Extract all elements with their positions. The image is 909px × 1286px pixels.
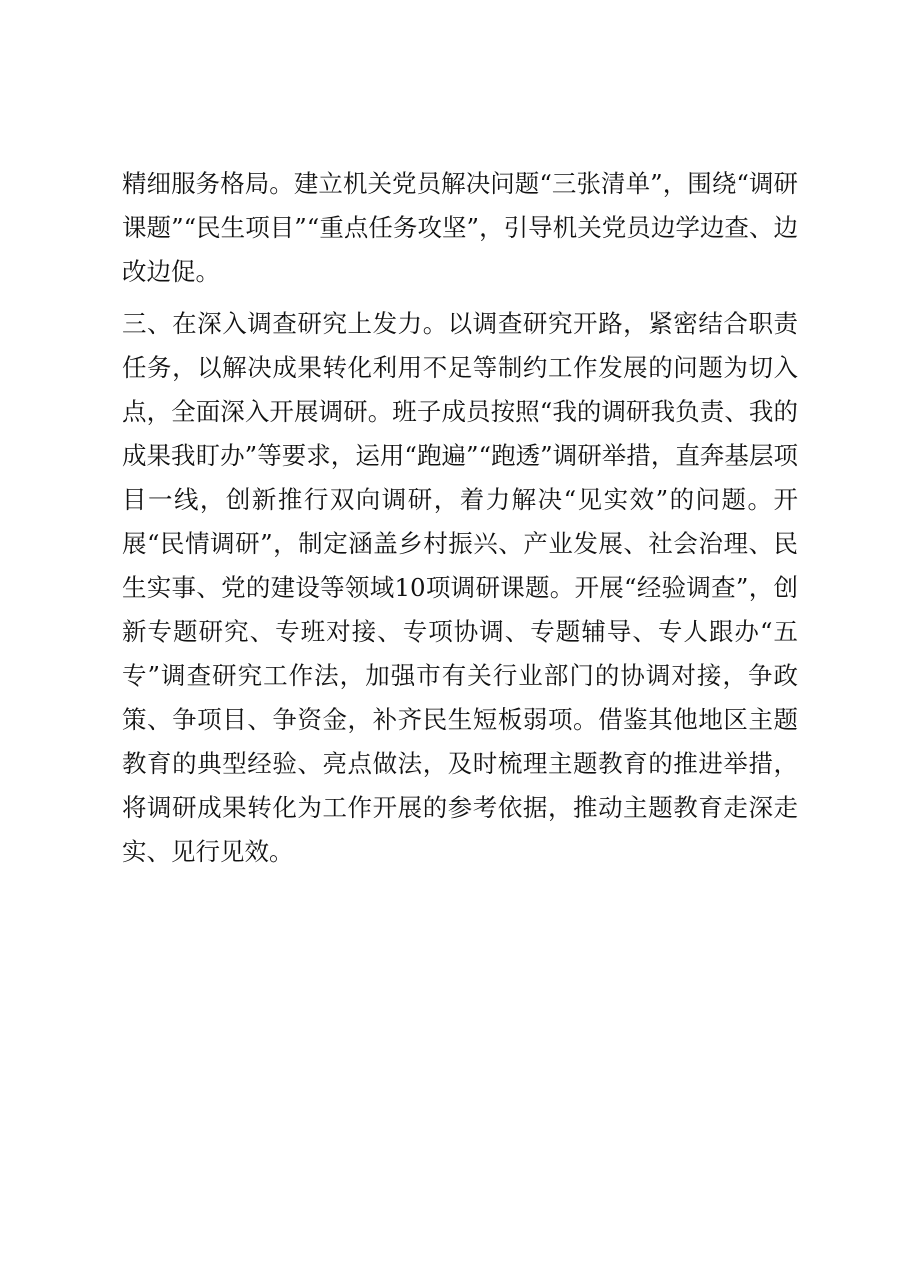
paragraph-continuation: 精细服务格局。建立机关党员解决问题“三张清单”，围绕“调研课题”“民生项目”“重点任务攻坚”，引导机关党员边学边查、边改边促。 (122, 169, 798, 286)
paragraph-section-three: 三、在深入调查研究上发力。以调查研究开路，紧密结合职责任务，以解决成果转化利用不足等制约工作发展的问题为切入点，全面深入开展调研。班子成员按照“我的调研我负责、我的成果我盯办”等要求，运用“跑遍”“跑透”调研举措，直奔基层项目一线，创新推行双向调研，着力解决“见实效”的问题。开展“民情调研”，制定涵盖乡村振兴、产业发展、社会治理、民生实事、党的建设等领域10项调研课题。开展“经验调查”，创新专题研究、专班对接、专项协调、专题辅导、专人跟办“五专”调查研究工作法，加强市有关行业部门的协调对接，争政策、争项目、争资金，补齐民生短板弱项。借鉴其他地区主题教育的典型经验、亮点做法，及时梳理主题教育的推进举措，将调研成果转化为工作开展的参考依据，推动主题教育走深走实、见行见效。 (122, 309, 798, 866)
document-body (122, 162, 798, 874)
